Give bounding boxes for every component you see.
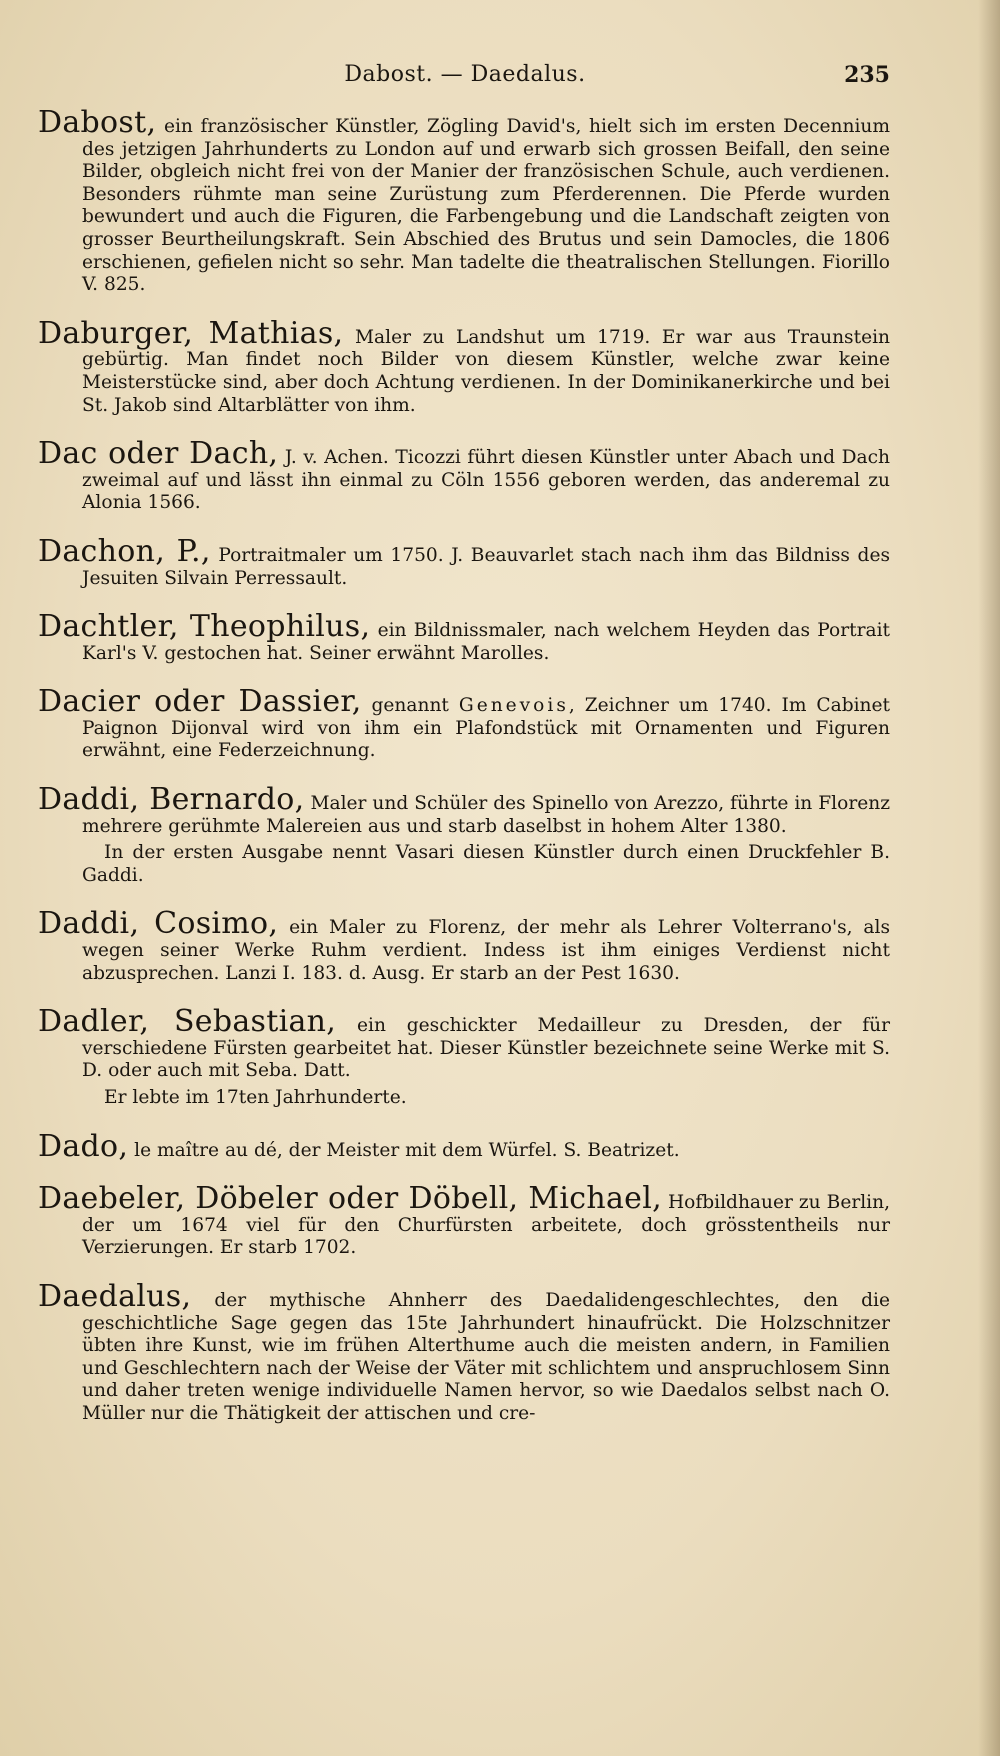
entry-dacier <box>38 684 890 763</box>
entry-text: Maler zu Landshut um 1719. Er war aus Traunstein gebürtig. Man findet noch Bilder von diesem Künstler, welche zwar keine Meisterstücke sind, aber doch Achtung verdienen. In der Dominikanerkirche und bei St. Jakob sind Altarblätter von ihm. <box>82 326 890 416</box>
entry-headword: Daddi, Cosimo, <box>38 906 279 942</box>
page-spine-shadow <box>978 0 1000 1756</box>
dictionary-entries <box>38 105 891 1452</box>
entry-headword: Daburger, Mathias, <box>38 315 344 351</box>
entry-text: der mythische Ahnherr des Daedalidengeschlechtes, den die geschichtliche Sage gegen das 15te Jahrhundert hinaufrückt. Die Holzschnitzer übten ihre Kunst, wie im frühen Alterthume auch die meisten andern, in Familien und Geschlechtern nach der Weise der Väter mit schlichtem und anspruchlosem Sinn und daher treten wenige individuelle Namen hervor, so wie Daedalos selbst nach O. Müller nur die Thätigkeit der attischen und cre- <box>82 1289 890 1424</box>
entry-daebeler <box>38 1181 890 1260</box>
page-number: 235 <box>844 62 890 88</box>
entry-daedalus <box>38 1278 890 1426</box>
entry-dac <box>38 436 890 515</box>
entry-text: J. v. Achen. Ticozzi führt diesen Künstler unter Abach und Dach zweimal auf und lässt ihn einmal zu Cöln 1556 geboren werden, das anderemal zu Alonia 1566. <box>82 447 890 514</box>
entry-daddi-cosimo <box>38 906 891 985</box>
entry-paragraph: Er lebte im 17ten Jahrhunderte. <box>104 1087 407 1108</box>
entry-text-after: , Zeichner um 1740. Im Cabinet Paignon Dijonval wird von ihm ein Plafondstück mit Ornamenten und Figuren erwähnt, eine Federzeichnung. <box>82 695 890 762</box>
entry-spaced-word: Genevois <box>458 695 569 717</box>
entry-headword: Dado, <box>38 1128 129 1164</box>
entry-text: Hofbildhauer zu Berlin, der um 1674 viel für den Churfürsten arbeitete, doch grösstentheils nur Verzierungen. Er starb 1702. <box>82 1192 890 1259</box>
entry-daddi-bernardo <box>38 782 890 887</box>
running-title: Dabost. — Daedalus. <box>344 62 586 87</box>
entry-text: Portraitmaler um 1750. J. Beauvarlet stach nach ihm das Bildniss des Jesuiten Silvain Perressault. <box>82 544 891 589</box>
entry-paragraph: In der ersten Ausgabe nennt Vasari diesen Künstler durch einen Druckfehler B. Gaddi. <box>82 842 890 886</box>
entry-text: le maître au dé, der Meister mit dem Würfel. S. Beatrizet. <box>134 1139 680 1161</box>
entry-text-before: genannt <box>371 695 449 717</box>
entry-text: Maler und Schüler des Spinello von Arezzo, führte in Florenz mehrere gerühmte Malereien aus und starb daselbst in hohem Alter 1380. <box>82 793 890 837</box>
entry-text: ein Bildnissmaler, nach welchem Heyden das Portrait Karl's V. gestochen hat. Seiner erwähnt Marolles. <box>82 620 890 664</box>
entry-dachon <box>38 533 891 590</box>
entry-headword: Dacier oder Dassier, <box>38 684 362 720</box>
entry-text: ein geschickter Medailleur zu Dresden, der für verschiedene Fürsten gearbeitet hat. Dieser Künstler bezeichnete seine Werke mit S. D. oder auch mit Seba. Datt. <box>82 1015 891 1082</box>
entry-dabost <box>38 105 890 297</box>
entry-dachtler <box>38 609 890 665</box>
entry-dado <box>38 1128 890 1164</box>
entry-headword: Dadler, Sebastian, <box>38 1004 337 1040</box>
entry-dadler <box>38 1004 891 1109</box>
entry-headword: Daebeler, Döbeler oder Döbell, Michael, <box>38 1181 662 1217</box>
page-header <box>40 62 890 102</box>
entry-text: ein französischer Künstler, Zögling David's, hielt sich im ersten Decennium des jetzigen Jahrhunderts zu London auf und erwarb sich grossen Beifall, den seine Bilder, obgleich nicht frei von der Manier der französischen Schule, auch verdienen. Besonders rühmte man seine Zurüstung zum Pferderennen. Die Pferde wurden bewundert und auch die Figuren, die Farbengebung und die Landschaft zeigten von grosser Beurtheilungskraft. Sein Abschied des Brutus und sein Damocles, die 1806 erschienen, gefielen nicht so sehr. Man tadelte die theatralischen Stellungen. Fiorillo V. 825. <box>82 116 890 296</box>
entry-headword: Dac oder Dach, <box>38 436 279 472</box>
entry-text: ein Maler zu Florenz, der mehr als Lehrer Volterrano's, als wegen seiner Werke Ruhm verdient. Indess ist ihm einiges Verdienst nicht abzusprechen. Lanzi I. 183. d. Ausg. Er starb an der Pest 1630. <box>82 917 891 984</box>
entry-headword: Dabost, <box>38 105 157 140</box>
entry-headword: Daedalus, <box>38 1278 192 1314</box>
entry-daburger <box>38 315 890 417</box>
entry-headword: Dachon, P., <box>38 533 211 569</box>
entry-headword: Dachtler, Theophilus, <box>38 609 371 645</box>
entry-headword: Daddi, Bernardo, <box>38 782 305 818</box>
